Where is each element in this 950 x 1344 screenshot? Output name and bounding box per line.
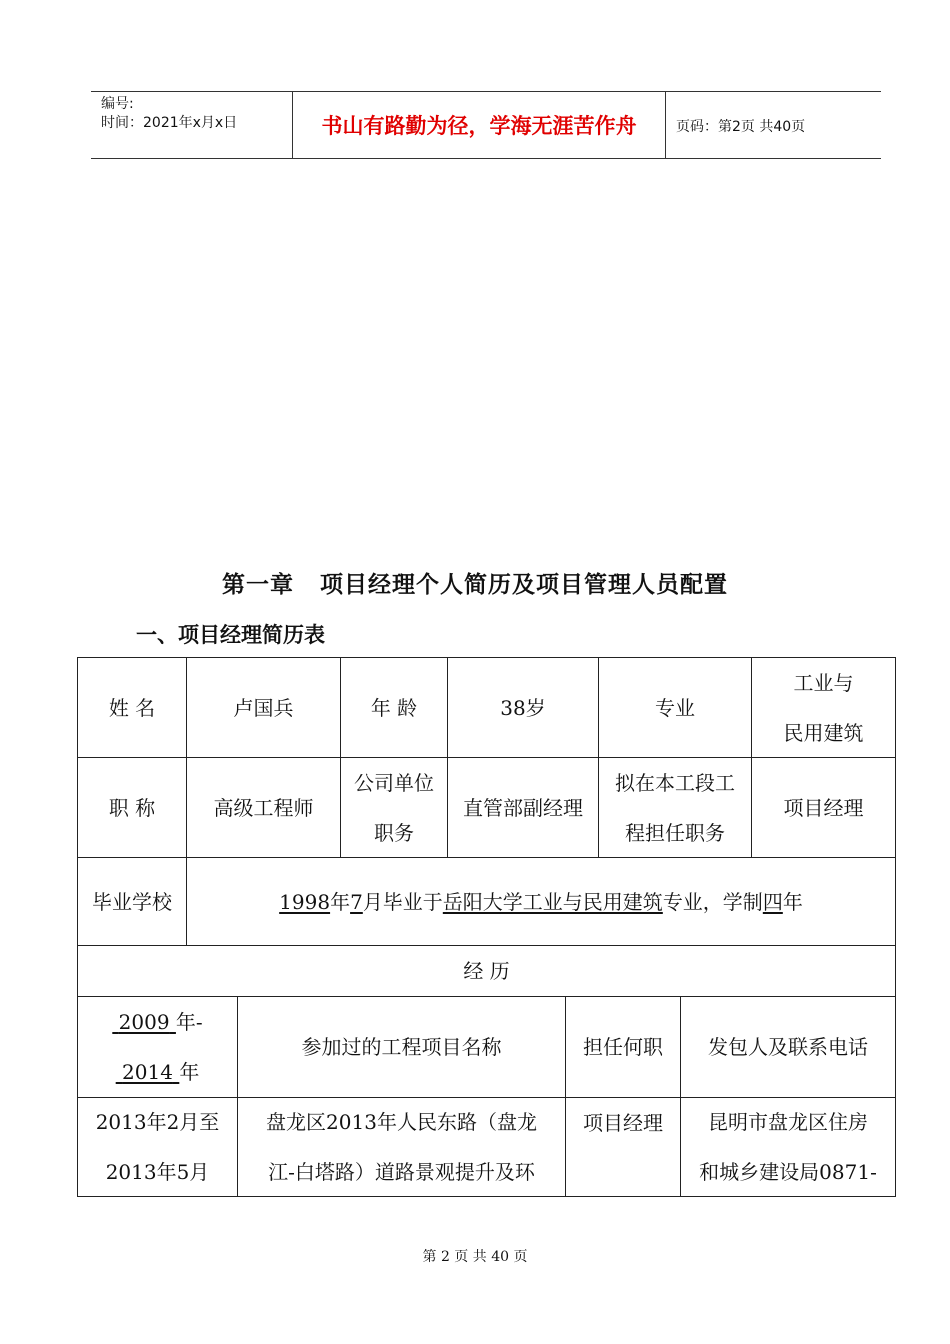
experience-project-line: 江-白塔路）道路景观提升及环: [268, 1160, 535, 1184]
experience-date: [78, 1098, 237, 1196]
period-start: 2009: [118, 1010, 170, 1034]
experience-date-line: 2013年5月: [105, 1160, 210, 1184]
header-page-label: 页码：第2页 共40页: [676, 119, 806, 135]
graduation-year: 1998: [279, 889, 331, 914]
header-motto: 书山有路勤为径，学海无涯苦作舟: [321, 114, 637, 138]
experience-project: [238, 1098, 565, 1196]
experience-project-line: 盘龙区2013年人民东路（盘龙: [266, 1110, 537, 1134]
chapter-subtitle: 项目经理个人简历及项目管理人员配置: [320, 571, 728, 598]
chapter-number: 第一章: [222, 571, 294, 598]
name-label: 姓 名: [108, 695, 156, 720]
company-position-line: 公司单位: [354, 770, 434, 795]
company-position-label: [341, 758, 447, 857]
graduation-year-unit: 年: [330, 889, 351, 914]
period-end: 2014: [122, 1060, 173, 1084]
title-label: 职 称: [108, 795, 156, 820]
table-rule: [895, 657, 896, 1197]
major-value-line: 民用建筑: [783, 720, 864, 745]
experience-client: [681, 1098, 895, 1196]
time-label: 时间：2021年x月x日: [101, 115, 238, 131]
company-position-value: 直管部副经理: [463, 795, 583, 820]
graduation-text: 专业，学制: [662, 889, 763, 914]
experience-client-line: 昆明市盘龙区住房: [708, 1110, 868, 1134]
period-end-suffix: 年: [179, 1060, 200, 1084]
number-label: 编号:: [101, 96, 134, 112]
study-years-unit: 年: [782, 889, 803, 914]
planned-position-label: [599, 758, 751, 857]
chapter-title: [0, 566, 950, 599]
client-column-header: 发包人及联系电话: [708, 1035, 868, 1059]
graduation-month: 7: [350, 889, 363, 914]
experience-role: 项目经理: [583, 1111, 663, 1135]
experience-client-line: 和城乡建设局0871-: [699, 1160, 877, 1184]
planned-position-line: 程担任职务: [625, 820, 725, 845]
school-value: [187, 858, 895, 945]
name-value: 卢国兵: [233, 695, 294, 720]
company-position-line: 职务: [374, 820, 414, 845]
experience-date-line: 2013年2月至: [95, 1110, 220, 1134]
major-label: 专业: [655, 695, 695, 720]
planned-position-line: 拟在本工段工: [615, 770, 735, 795]
study-years: 四: [762, 889, 783, 914]
header-divider: [665, 92, 666, 158]
period-start-suffix: 年-: [175, 1010, 203, 1034]
experience-header: 经 历: [463, 959, 510, 983]
major-value: [752, 658, 895, 757]
graduation-text: 月毕业于: [362, 889, 443, 914]
age-label: 年 龄: [370, 695, 418, 720]
page-header: [91, 91, 881, 159]
title-value: 高级工程师: [213, 795, 314, 820]
page-footer: 第 2 页 共 40 页: [422, 1249, 528, 1265]
period-header: [78, 997, 237, 1097]
header-meta: [101, 95, 237, 133]
age-value: 38岁: [500, 695, 546, 720]
major-value-line: 工业与: [793, 670, 854, 695]
role-column-header: 担任何职: [583, 1035, 663, 1059]
project-column-header: 参加过的工程项目名称: [301, 1035, 502, 1059]
school-name: 岳阳大学工业与民用建筑: [442, 889, 663, 914]
section-title: 一、项目经理简历表: [136, 622, 325, 647]
school-label: 毕业学校: [92, 889, 172, 914]
planned-position-value: 项目经理: [783, 795, 864, 820]
